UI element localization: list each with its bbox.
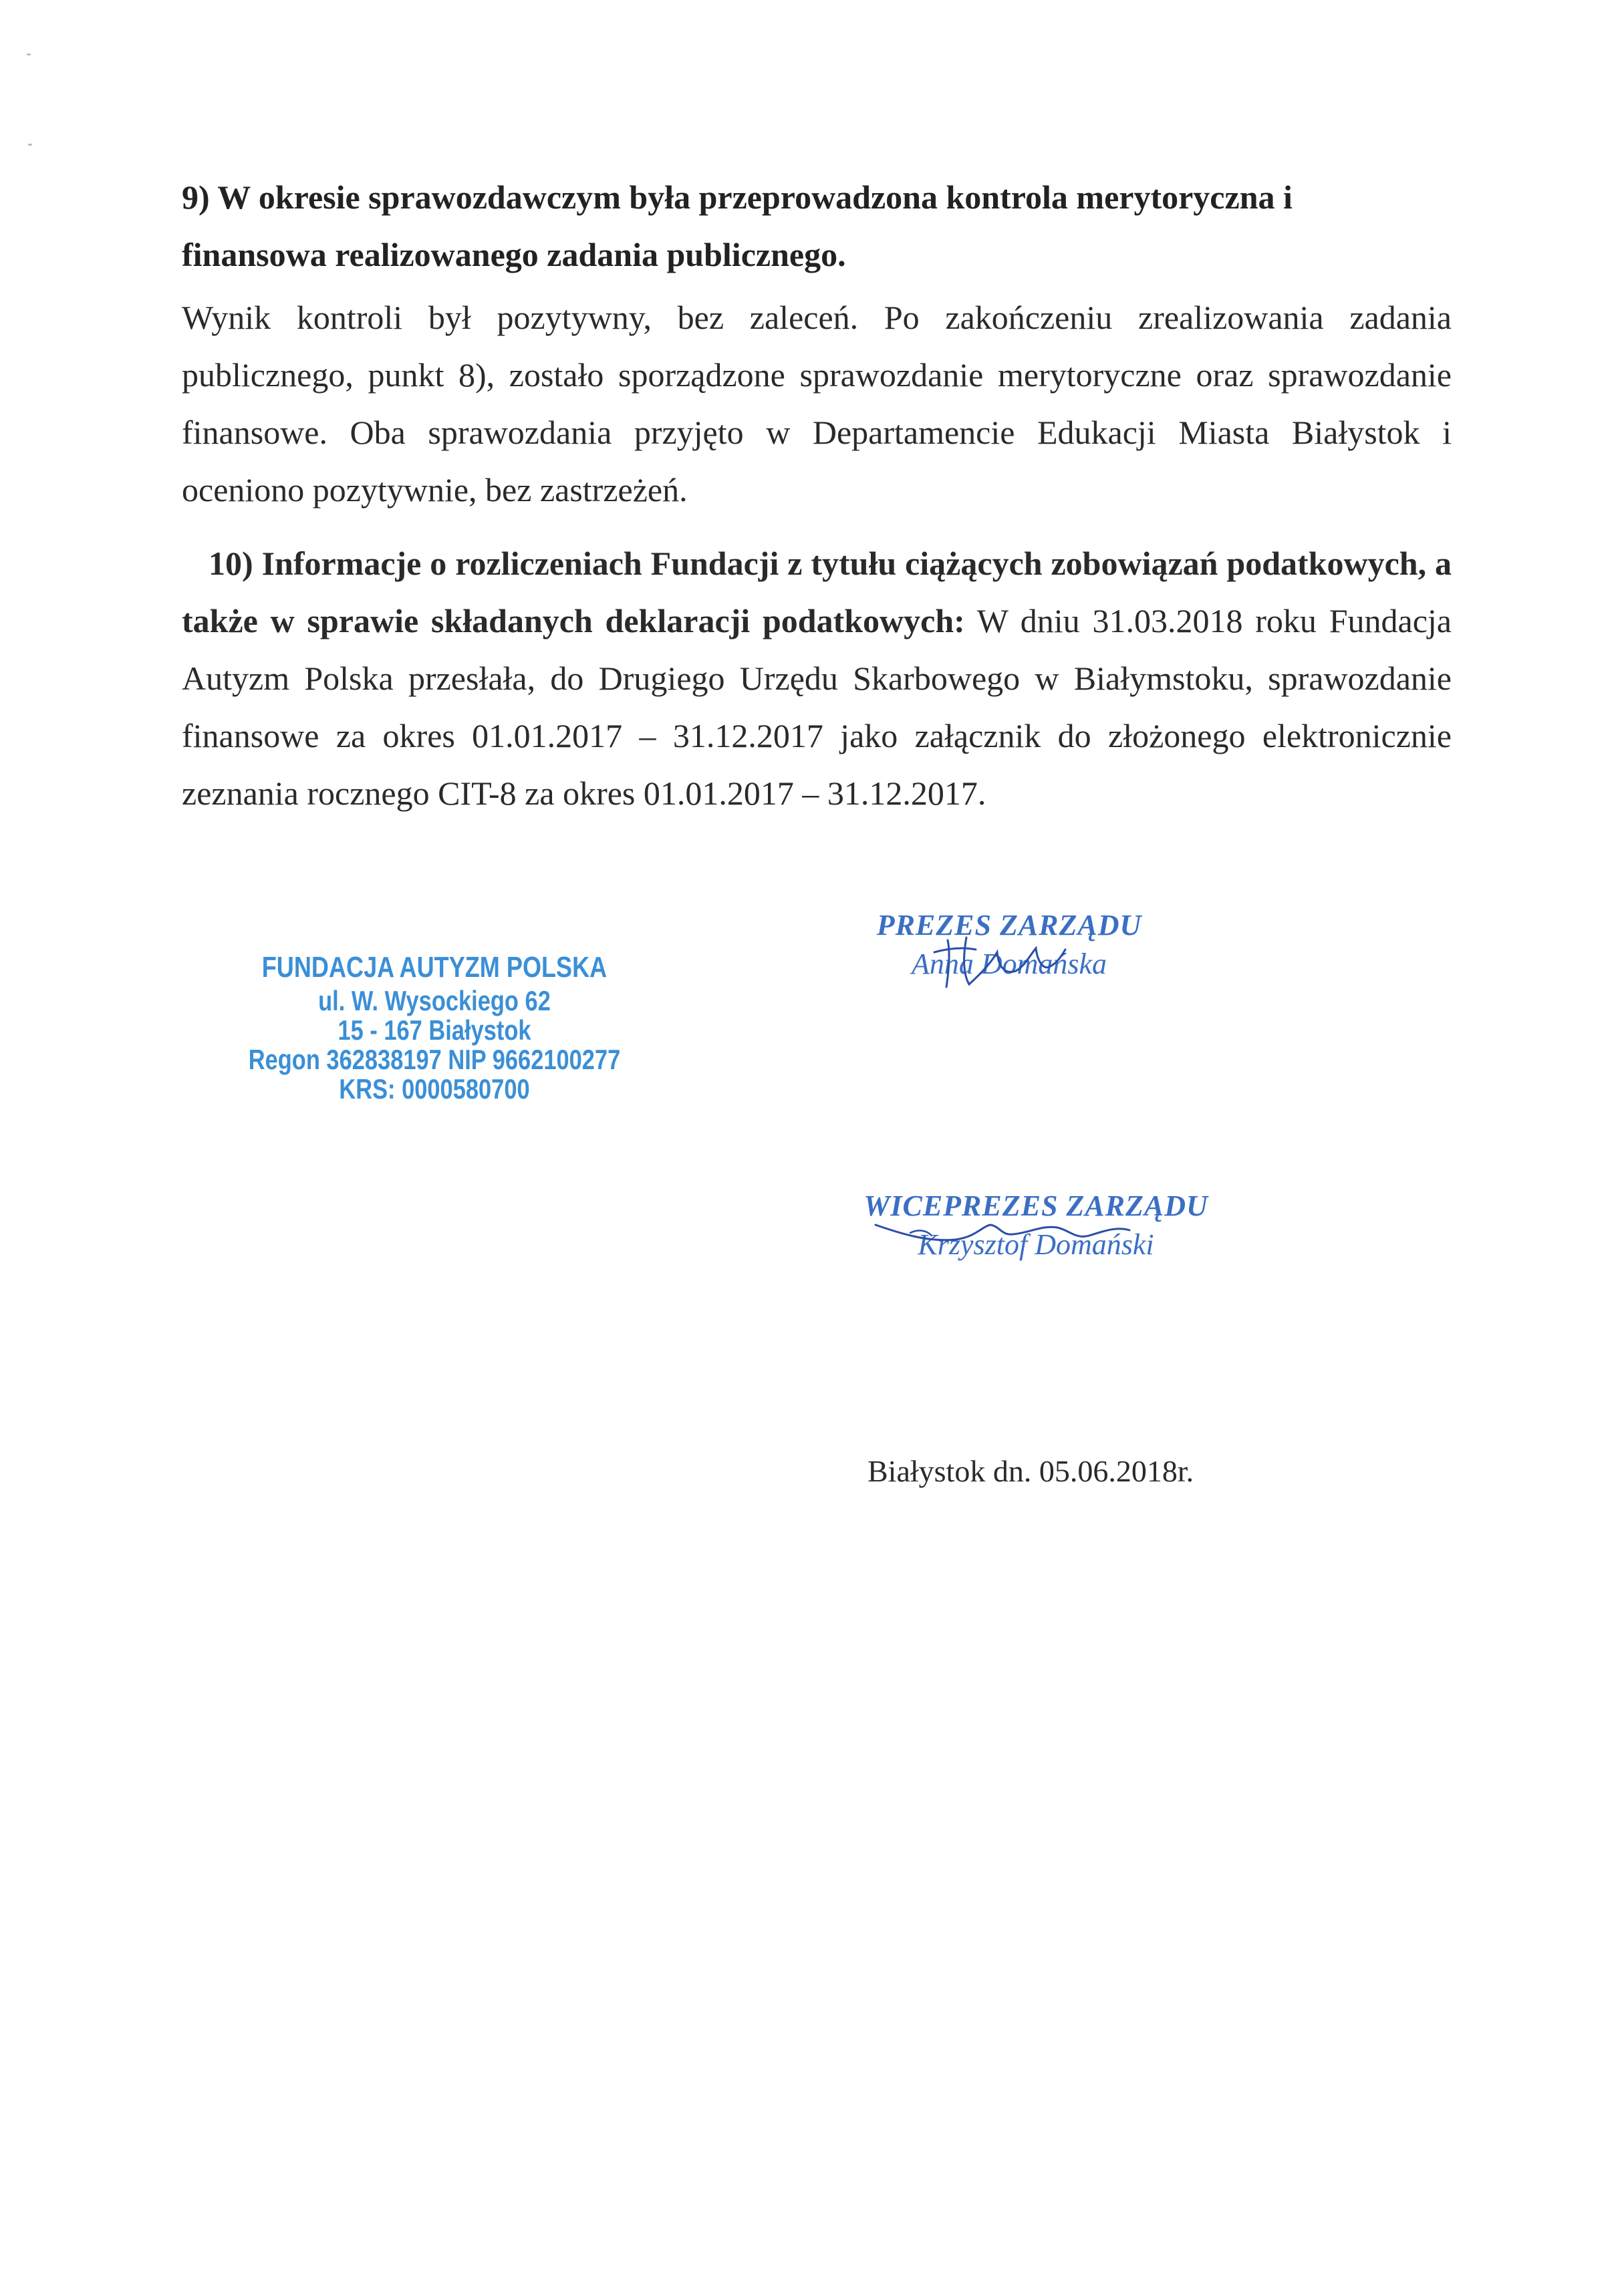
foundation-stamp — [243, 949, 626, 1104]
president-name: Anna Domańska — [911, 948, 1107, 980]
stamp-street: ul. W. Wysockiego 62 — [318, 985, 551, 1016]
place-and-date: Białystok dn. 05.06.2018r. — [867, 1454, 1194, 1488]
president-signature-block — [849, 905, 1170, 983]
section-9-heading — [182, 168, 1452, 283]
scan-speck — [27, 53, 31, 55]
vice-president-name: Krzysztof Domański — [918, 1228, 1154, 1261]
stamp-krs: KRS: 0000580700 — [339, 1073, 530, 1105]
president-title: PREZES ZARZĄDU — [876, 909, 1142, 942]
president-handwritten-signature-icon — [849, 905, 1170, 999]
stamp-city: 15 - 167 Białystok — [338, 1014, 531, 1046]
stamp-foundation-name: FUNDACJA AUTYZM POLSKA — [261, 951, 608, 984]
scan-speck — [28, 144, 32, 146]
section-10-paragraph — [182, 535, 1452, 822]
section-9-heading-line-1: 9) W okresie sprawozdawczym była przeprowadzona kontrola merytoryczna i — [182, 178, 1293, 216]
section-9-heading-line-2: finansowa realizowanego zadania publicznego. — [182, 236, 846, 273]
section-9-body: Wynik kontroli był pozytywny, bez zaleceń. Po zakończeniu zrealizowania zadania publicznego, punkt 8), zostało sporządzone sprawozdanie merytoryczne oraz sprawozdanie finansowe. Oba sprawozdania przyjęto w Departamencie Edukacji Miasta Białystok i oceniono pozytywnie, bez zastrzeżeń. — [182, 299, 1452, 509]
vice-president-signature-block — [849, 1186, 1223, 1264]
section-10-heading: 10) Informacje o rozliczeniach Fundacji z tytułu ciążących zobowiązań podatkowych, a także w sprawie składanych deklaracji podatkowych: — [182, 545, 1452, 639]
section-10-body: W dniu 31.03.2018 roku Fundacja Autyzm Polska przesłała, do Drugiego Urzędu Skarbowego w Białymstoku, sprawozdanie finansowe za okres 01.01.2017 – 31.12.2017 jako załącznik do złożonego elektronicznie zeznania rocznego CIT-8 za okres 01.01.2017 – 31.12.2017. — [182, 602, 1452, 812]
vice-president-title: WICEPREZES ZARZĄDU — [863, 1189, 1208, 1222]
vice-president-handwritten-signature-icon — [849, 1186, 1223, 1280]
stamp-registry-ids: Regon 362838197 NIP 9662100277 — [248, 1044, 621, 1075]
